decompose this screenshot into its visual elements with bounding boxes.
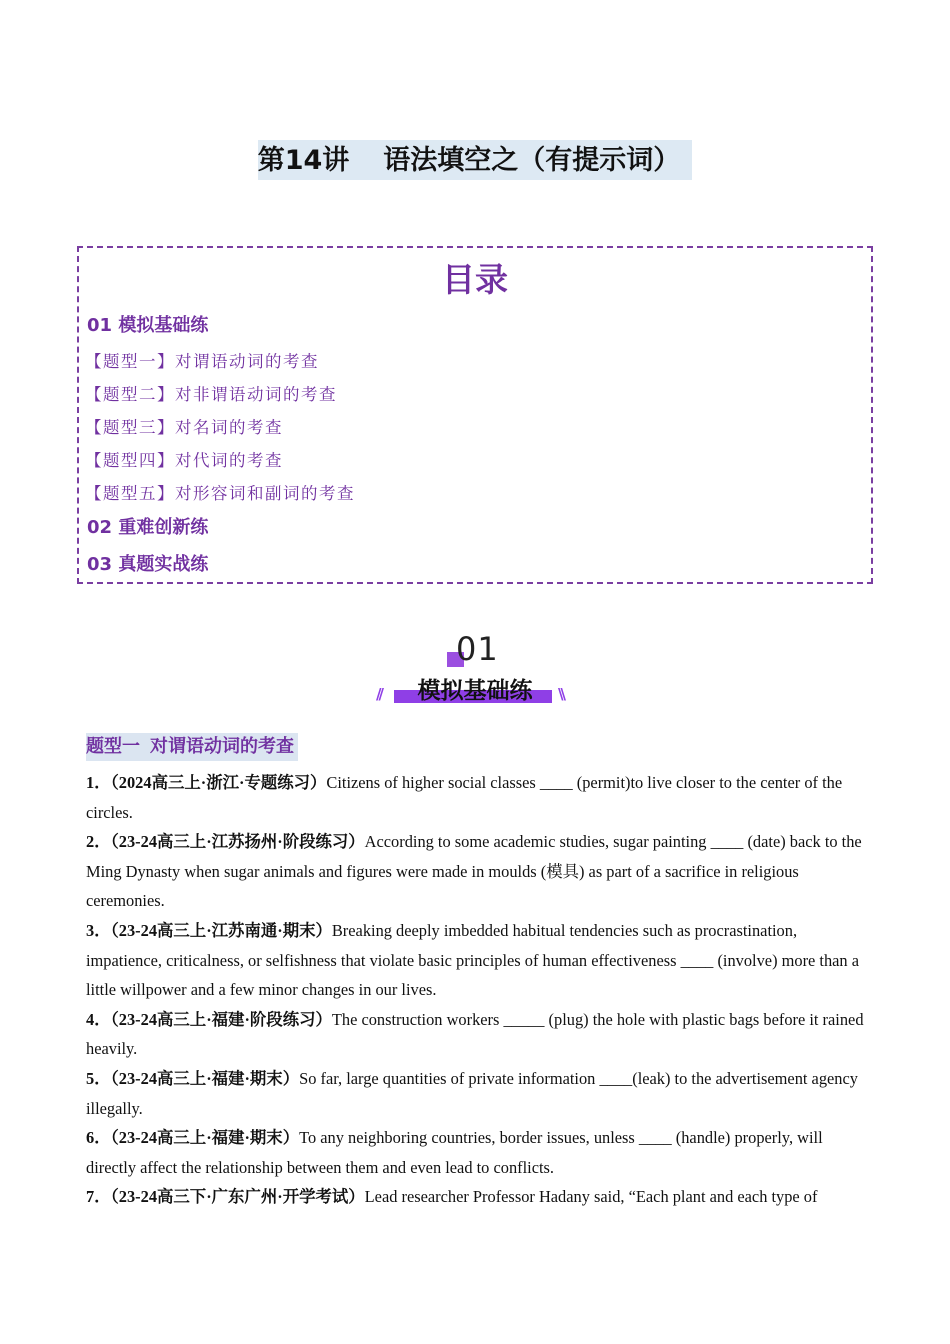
question-list xyxy=(86,768,866,1212)
question-type-tag: 题型一 xyxy=(86,736,140,757)
question-number: 4． xyxy=(86,1009,111,1029)
banner-left-marks: // xyxy=(376,685,381,703)
question-number: 3． xyxy=(86,920,111,940)
question-item xyxy=(86,1123,866,1182)
toc-section-3[interactable]: 03 真题实战练 xyxy=(87,554,209,575)
question-source: （23-24高三上·福建·阶段练习） xyxy=(110,1009,332,1029)
question-text: Lead researcher Professor Hadany said, “Each plant and each type of xyxy=(364,1187,818,1207)
toc-item[interactable]: 【题型五】对形容词和副词的考查 xyxy=(85,484,355,503)
toc-item[interactable]: 【题型一】对谓语动词的考查 xyxy=(85,352,319,371)
question-number: 6． xyxy=(86,1128,111,1148)
question-number: 7． xyxy=(86,1187,111,1207)
question-text: The construction workers _____ (plug) the hole with plastic bags before it rained heavily. xyxy=(86,1009,864,1059)
question-item xyxy=(86,827,866,916)
question-source: （2024高三上·浙江·专题练习） xyxy=(110,773,327,792)
toc-item[interactable]: 【题型三】对名词的考查 xyxy=(85,418,283,437)
question-source: （23-24高三上·江苏扬州·阶段练习） xyxy=(110,832,365,852)
question-text: So far, large quantities of private information ____(leak) to the advertisement agency illegally. xyxy=(86,1068,858,1118)
table-of-contents xyxy=(77,246,873,584)
question-text: Breaking deeply imbedded habitual tendencies such as procrastination, impatience, criticalness, or selfishness that violate basic principles of human effectiveness ____ (involve) more than a little willpower and a few minor changes in our lives. xyxy=(86,920,860,1000)
toc-section-1[interactable]: 01 模拟基础练 xyxy=(87,315,209,336)
title-wrap xyxy=(0,140,950,180)
question-number: 1． xyxy=(86,773,111,792)
question-text: According to some academic studies, sugar painting ____ (date) back to the Ming Dynasty when sugar animals and figures were made in moulds (模具) as part of a sacrifice in religious ceremonies. xyxy=(86,832,862,911)
question-source: （23-24高三上·福建·期末） xyxy=(110,1068,300,1088)
question-number: 5． xyxy=(86,1068,111,1088)
question-source: （23-24高三上·福建·期末） xyxy=(110,1128,300,1148)
question-item xyxy=(86,1005,866,1064)
title-lecture: 第14讲 xyxy=(257,145,350,176)
toc-heading: 目录 xyxy=(442,260,508,299)
toc-item[interactable]: 【题型四】对代词的考查 xyxy=(85,451,283,470)
title-topic: 语法填空之（有提示词） xyxy=(383,145,681,176)
toc-item[interactable]: 【题型二】对非谓语动词的考查 xyxy=(85,385,337,404)
banner-label: 模拟基础练 xyxy=(417,678,533,704)
banner-right-marks: \\ xyxy=(558,685,563,703)
section-banner xyxy=(370,630,580,710)
question-text: To any neighboring countries, border issues, unless ____ (handle) properly, will directly affect the relationship between them and even lead to conflicts. xyxy=(86,1128,823,1177)
question-item xyxy=(86,768,866,827)
toc-section-2[interactable]: 02 重难创新练 xyxy=(87,517,209,538)
question-number: 2． xyxy=(86,832,111,852)
question-item xyxy=(86,1182,866,1212)
question-type-heading xyxy=(86,733,298,761)
banner-number: 01 xyxy=(456,630,499,668)
question-source: （23-24高三上·江苏南通·期末） xyxy=(110,920,332,940)
question-text: Citizens of higher social classes ____ (permit)to live closer to the center of the circles. xyxy=(86,773,843,822)
question-source: （23-24高三下·广东广州·开学考试） xyxy=(110,1187,365,1207)
page-title xyxy=(258,140,693,180)
question-item xyxy=(86,916,866,1005)
question-item xyxy=(86,1064,866,1123)
question-type-label: 对谓语动词的考查 xyxy=(150,736,294,757)
